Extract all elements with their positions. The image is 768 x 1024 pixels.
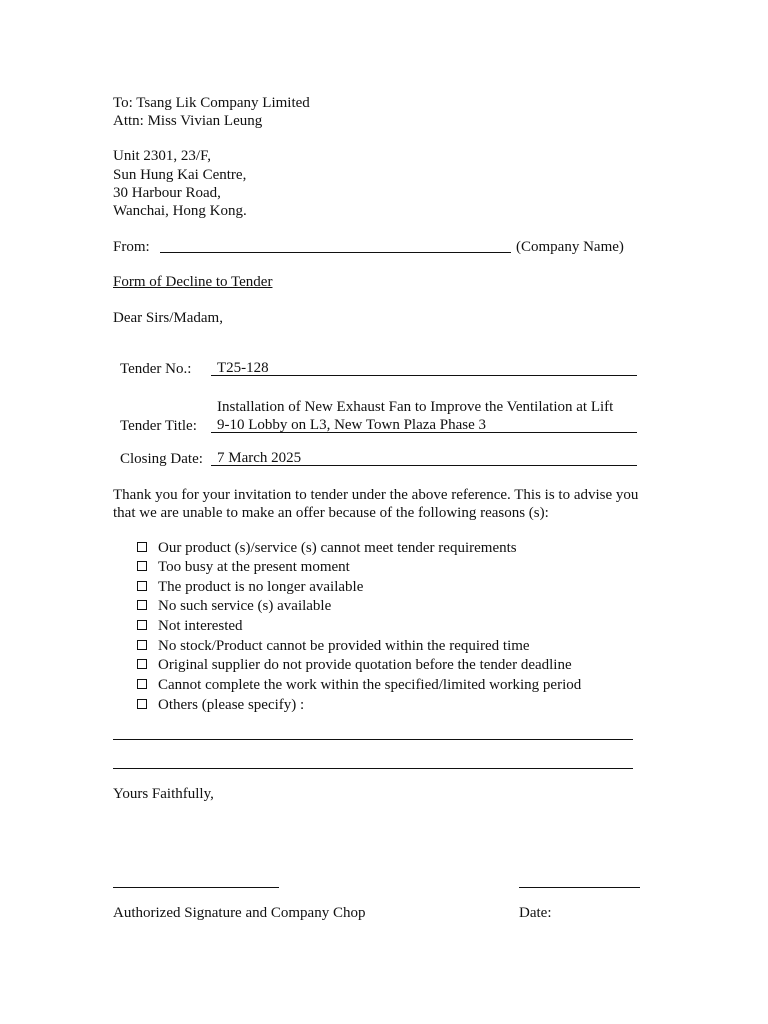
others-specify-field-2[interactable] [113, 751, 632, 769]
address-line-2: Sun Hung Kai Centre, [113, 167, 247, 183]
valediction: Yours Faithfully, [113, 786, 214, 802]
company-name-suffix: (Company Name) [516, 239, 624, 255]
tender-title-line-2: 9-10 Lobby on L3, New Town Plaza Phase 3 [217, 417, 487, 433]
reason-checkbox-4[interactable] [137, 600, 147, 610]
reason-label-7: Original supplier do not provide quotation before the tender deadline [158, 657, 572, 673]
addressee-to: To: Tsang Lik Company Limited [113, 95, 310, 111]
reason-checkbox-7[interactable] [137, 659, 147, 669]
salutation: Dear Sirs/Madam, [113, 310, 223, 326]
tender-title-line-1: Installation of New Exhaust Fan to Improve the Ventilation at Lift [217, 399, 614, 415]
tender-no-label: Tender No.: [120, 361, 192, 377]
others-specify-line-2 [113, 768, 633, 769]
address-line-1: Unit 2301, 23/F, [113, 148, 211, 164]
closing-date-line [211, 465, 637, 466]
body-line-2: that we are unable to make an offer because of the following reasons (s): [113, 505, 549, 521]
others-specify-field-1[interactable] [113, 722, 632, 740]
reason-label-4: No such service (s) available [158, 598, 332, 614]
reason-label-3: The product is no longer available [158, 579, 364, 595]
reason-label-5: Not interested [158, 618, 243, 634]
closing-date-label: Closing Date: [120, 451, 203, 467]
reason-checkbox-9[interactable] [137, 699, 147, 709]
tender-no-line [211, 375, 637, 376]
form-title: Form of Decline to Tender [113, 274, 273, 290]
reason-checkbox-5[interactable] [137, 620, 147, 630]
addressee-attn: Attn: Miss Vivian Leung [113, 113, 263, 129]
reason-label-9: Others (please specify) : [158, 697, 305, 713]
reason-checkbox-6[interactable] [137, 640, 147, 650]
reason-label-1: Our product (s)/service (s) cannot meet tender requirements [158, 540, 517, 556]
address-line-4: Wanchai, Hong Kong. [113, 203, 247, 219]
tender-no-value: T25-128 [217, 360, 269, 376]
signature-line[interactable] [113, 887, 279, 888]
company-name-line [160, 252, 511, 253]
reason-checkbox-3[interactable] [137, 581, 147, 591]
date-label: Date: [519, 905, 552, 921]
tender-title-label: Tender Title: [120, 418, 197, 434]
reason-checkbox-8[interactable] [137, 679, 147, 689]
address-line-3: 30 Harbour Road, [113, 185, 221, 201]
reason-label-8: Cannot complete the work within the specified/limited working period [158, 677, 582, 693]
others-specify-line-1 [113, 739, 633, 740]
tender-title-line [211, 432, 637, 433]
closing-date-value: 7 March 2025 [217, 450, 302, 466]
reason-checkbox-1[interactable] [137, 542, 147, 552]
date-line[interactable] [519, 887, 640, 888]
signature-label: Authorized Signature and Company Chop [113, 905, 366, 921]
reason-label-6: No stock/Product cannot be provided within the required time [158, 638, 530, 654]
reason-label-2: Too busy at the present moment [158, 559, 350, 575]
reason-checkbox-2[interactable] [137, 561, 147, 571]
body-line-1: Thank you for your invitation to tender under the above reference. This is to advise you [113, 487, 639, 503]
from-label: From: [113, 239, 150, 255]
